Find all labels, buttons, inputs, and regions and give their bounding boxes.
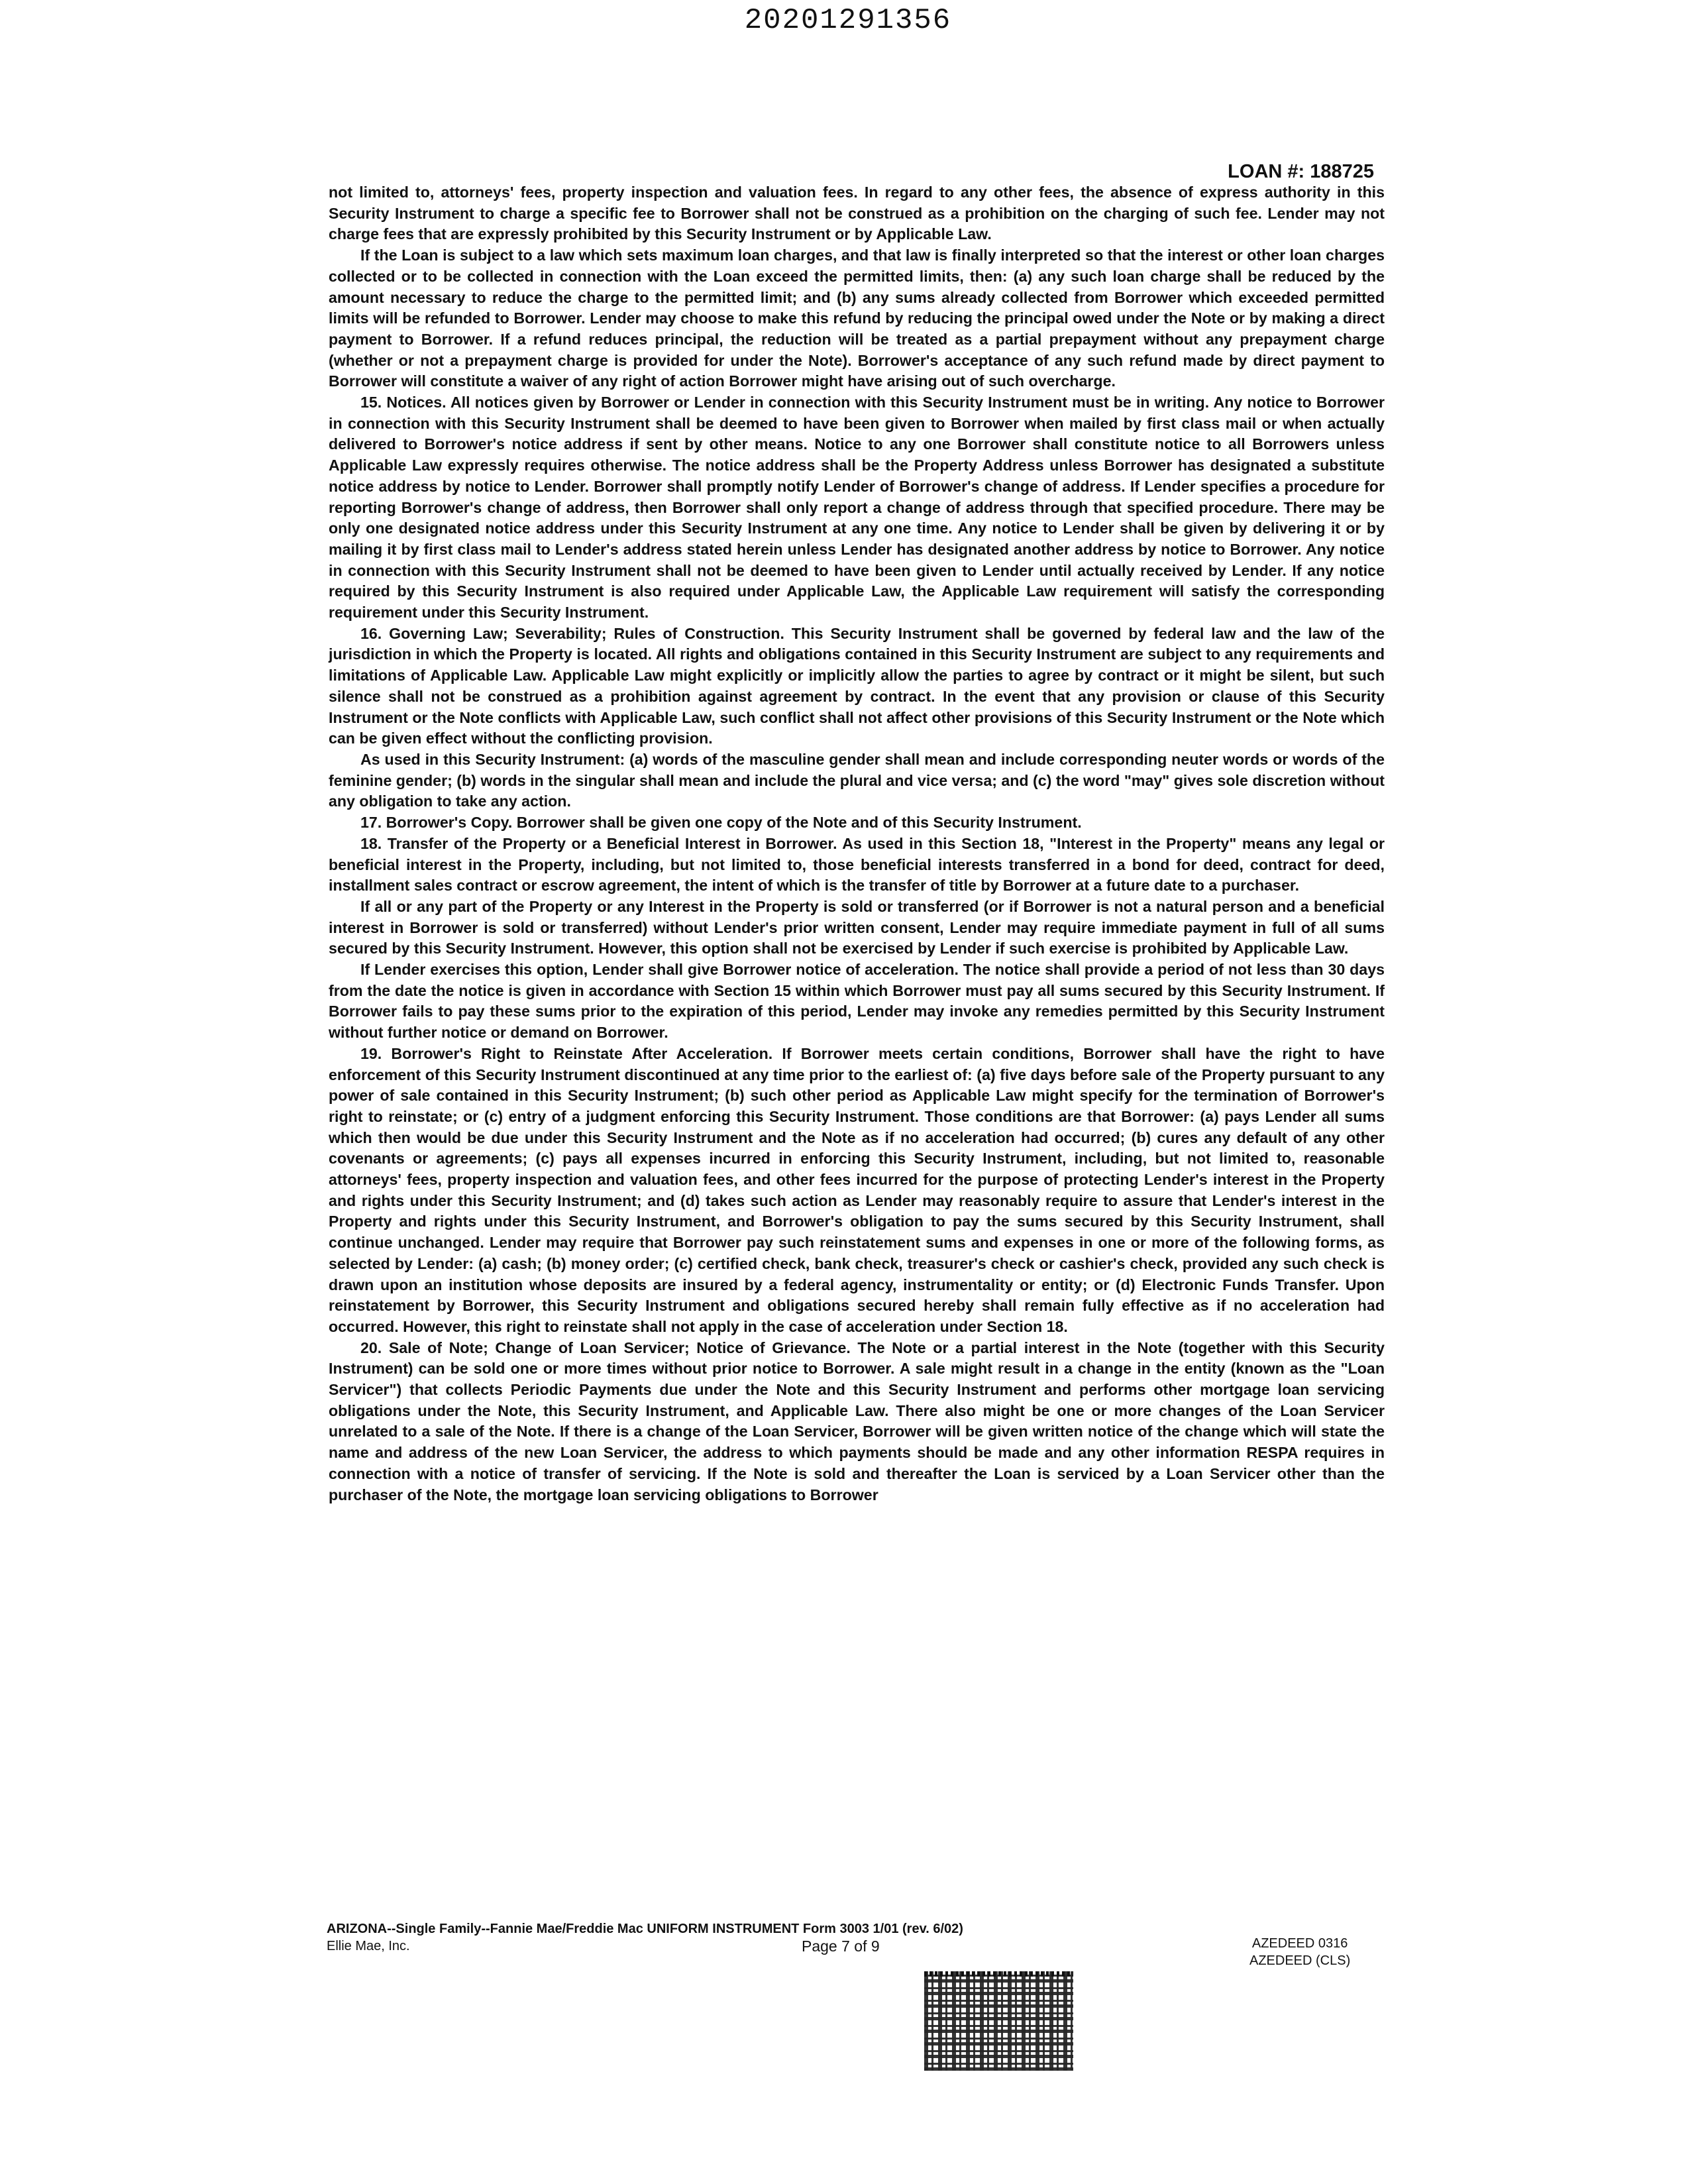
section-19-reinstate — [329, 1044, 1385, 1338]
barcode-icon — [924, 1971, 1073, 2071]
paragraph — [329, 959, 1385, 1044]
section-heading: 18. Transfer of the Property or a Beneficial Interest in Borrower. — [360, 834, 837, 852]
paragraph — [329, 245, 1385, 392]
paragraph — [329, 749, 1385, 812]
form-code: AZEDEED (CLS) — [1249, 1953, 1351, 1968]
paragraph-text: All notices given by Borrower or Lender in connection with this Security Instrument must be in writing. Any notice to Borrower in connection with this Security Instrument shall be deemed to have been given to Borrower when mailed by first class mail or when actually delivered to Borrower's notice address if sent by other means. Notice to any one Borrower shall constitute notice to all Borrowers unless Applicable Law expressly requires otherwise. The notice address shall be the Property Address unless Borrower has designated a substitute notice address by notice to Lender. Borrower shall promptly notify Lender of Borrower's change of address. If Lender specifies a procedure for reporting Borrower's change of address, then Borrower shall only report a change of address through that specified procedure. There may be only one designated notice address under this Security Instrument at any one time. Any notice to Lender shall be given by delivering it or by mailing it by first class mail to Lender's address stated herein unless Lender has designated another address by notice to Borrower. Any notice in connection with this Security Instrument shall not be deemed to have been given to Lender until actually received by Lender. If any notice required by this Security Instrument is also required under Applicable Law, the Applicable Law requirement will satisfy the corresponding requirement under this Security Instrument. — [329, 394, 1385, 622]
paragraph-text: Borrower shall be given one copy of the Note and of this Security Instrument. — [512, 814, 1082, 832]
section-heading: 19. Borrower's Right to Reinstate After Acceleration. — [360, 1044, 773, 1062]
section-17-borrowers-copy — [329, 812, 1385, 834]
paragraph-text: If Lender exercises this option, Lender shall give Borrower notice of acceleration. The notice shall provide a period of not less than 30 days from the date the notice is given in accordance with Section 15 within which Borrower must pay all sums secured by this Security Instrument. If Borrower fails to pay these sums prior to the expiration of this period, Lender may invoke any remedies permitted by this Security Instrument without further notice or demand on Borrower. — [329, 961, 1385, 1042]
recording-number: 20201291356 — [744, 4, 952, 37]
paragraph-text: As used in this Section 18, "Interest in the Property" means any legal or beneficial interest in the Property, including, but not limited to, those beneficial interests transferred in a bond for deed, contract for deed, installment sales contract or escrow agreement, the intent of which is the transfer of title by Borrower at a future date to a purchaser. — [329, 834, 1385, 895]
paragraph-text: not limited to, attorneys' fees, property inspection and valuation fees. In regard to any other fees, the absence of express authority in this Security Instrument to charge a specific fee to Borrower shall not be construed as a prohibition on the charging of such fee. Lender may not charge fees that are expressly prohibited by this Security Instrument or by Applicable Law. — [329, 184, 1385, 243]
barcode-edge — [924, 1971, 1073, 1977]
paragraph-text: If Borrower meets certain conditions, Borrower shall have the right to have enforcement of this Security Instrument discontinued at any time prior to the earliest of: (a) five days before sale of the Property pursuant to any power of sale contained in this Security Instrument; (b) such other period as Applicable Law might specify for the termination of Borrower's right to reinstate; or (c) entry of a judgment enforcing this Security Instrument. Those conditions are that Borrower: (a) pays Lender all sums which then would be due under this Security Instrument and the Note as if no acceleration had occurred; (b) cures any default of any other covenants or agreements; (c) pays all expenses incurred in enforcing this Security Instrument, including, but not limited to, reasonable attorneys' fees, property inspection and valuation fees, and other fees incurred for the purpose of protecting Lender's interest in the Property and rights under this Security Instrument; and (d) takes such action as Lender may reasonably require to assure that Lender's interest in the Property and rights under this Security Instrument, and Borrower's obligation to pay the sums secured by this Security Instrument, shall continue unchanged. Lender may require that Borrower pay such reinstatement sums and expenses in one or more of the following forms, as selected by Lender: (a) cash; (b) money order; (c) certified check, bank check, treasurer's check or cashier's check, provided any such check is drawn upon an institution whose deposits are insured by a federal agency, instrumentality or entity; or (d) Electronic Funds Transfer. Upon reinstatement by Borrower, this Security Instrument and obligations secured hereby shall remain fully effective as if no acceleration had occurred. However, this right to reinstate shall not apply in the case of acceleration under Section 18. — [329, 1044, 1385, 1335]
section-18-transfer — [329, 834, 1385, 897]
section-16-governing-law — [329, 624, 1385, 749]
footer-form-codes — [1249, 1935, 1350, 1969]
paragraph-text: As used in this Security Instrument: (a) words of the masculine gender shall mean and include corresponding neuter words or words of the feminine gender; (b) words in the singular shall mean and include the plural and vice versa; and (c) the word "may" gives sole discretion without any obligation to take any action. — [329, 750, 1385, 810]
paragraph-text: The Note or a partial interest in the Note (together with this Security Instrument) can be sold one or more times without prior notice to Borrower. A sale might result in a change in the entity (known as the "Loan Servicer") that collects Periodic Payments due under the Note and this Security Instrument and performs other mortgage loan servicing obligations under the Note, this Security Instrument, and Applicable Law. There also might be one or more changes of the Loan Servicer unrelated to a sale of the Note. If there is a change of the Loan Servicer, Borrower will be given written notice of the change which will state the name and address of the new Loan Servicer, the address to which payments should be made and any other information RESPA requires in connection with a notice of transfer of servicing. If the Note is sold and thereafter the Loan is serviced by a Loan Servicer other than the purchaser of the Note, the mortgage loan servicing obligations to Borrower — [329, 1338, 1385, 1503]
paragraph-text: If the Loan is subject to a law which sets maximum loan charges, and that law is finally interpreted so that the interest or other loan charges collected or to be collected in connection with the Loan exceed the permitted limits, then: (a) any such loan charge shall be reduced by the amount necessary to reduce the charge to the permitted limit; and (b) any sums already collected from Borrower which exceeded permitted limits will be refunded to Borrower. Lender may choose to make this refund by reducing the principal owed under the Note or by making a direct payment to Borrower. If a refund reduces principal, the reduction will be treated as a partial prepayment without any prepayment charge (whether or not a prepayment charge is provided for under the Note). Borrower's acceptance of any such refund made by direct payment to Borrower will constitute a waiver of any right of action Borrower might have arising out of such overcharge. — [329, 246, 1385, 390]
paragraph-text: This Security Instrument shall be governed by federal law and the law of the jurisdiction in which the Property is located. All rights and obligations contained in this Security Instrument are subject to any requirements and limitations of Applicable Law. Applicable Law might explicitly or implicitly allow the parties to agree by contract or it might be silent, but such silence shall not be construed as a prohibition against agreement by contract. In the event that any provision or clause of this Security Instrument or the Note conflicts with Applicable Law, such conflict shall not affect other provisions of this Security Instrument or the Note which can be given effect without the conflicting provision. — [329, 624, 1385, 747]
paragraph — [329, 897, 1385, 959]
section-heading: 16. Governing Law; Severability; Rules of Construction. — [360, 624, 784, 642]
page-number: Page 7 of 9 — [802, 1938, 880, 1955]
section-heading: 15. Notices. — [360, 394, 447, 411]
section-heading: 20. Sale of Note; Change of Loan Servicer; Notice of Grievance. — [360, 1338, 851, 1356]
form-code: AZEDEED 0316 — [1251, 1936, 1348, 1951]
loan-number: LOAN #: 188725 — [1228, 161, 1374, 182]
section-20-sale-of-note — [329, 1338, 1385, 1506]
company-name: Ellie Mae, Inc. — [327, 1939, 410, 1953]
document-body — [329, 182, 1385, 1505]
paragraph-text: If all or any part of the Property or any Interest in the Property is sold or transferred (or if Borrower is not a natural person and a beneficial interest in Borrower is sold or transferred) without Lender's prior written consent, Lender may require immediate payment in full of all sums secured by this Security Instrument. However, this option shall not be exercised by Lender if such exercise is prohibited by Applicable Law. — [329, 897, 1385, 957]
section-15-notices — [329, 392, 1385, 624]
paragraph — [329, 182, 1385, 245]
section-heading: 17. Borrower's Copy. — [360, 814, 513, 832]
form-line: ARIZONA--Single Family--Fannie Mae/Freddie Mac UNIFORM INSTRUMENT Form 3003 1/01 (rev. 6/02) — [327, 1922, 963, 1936]
